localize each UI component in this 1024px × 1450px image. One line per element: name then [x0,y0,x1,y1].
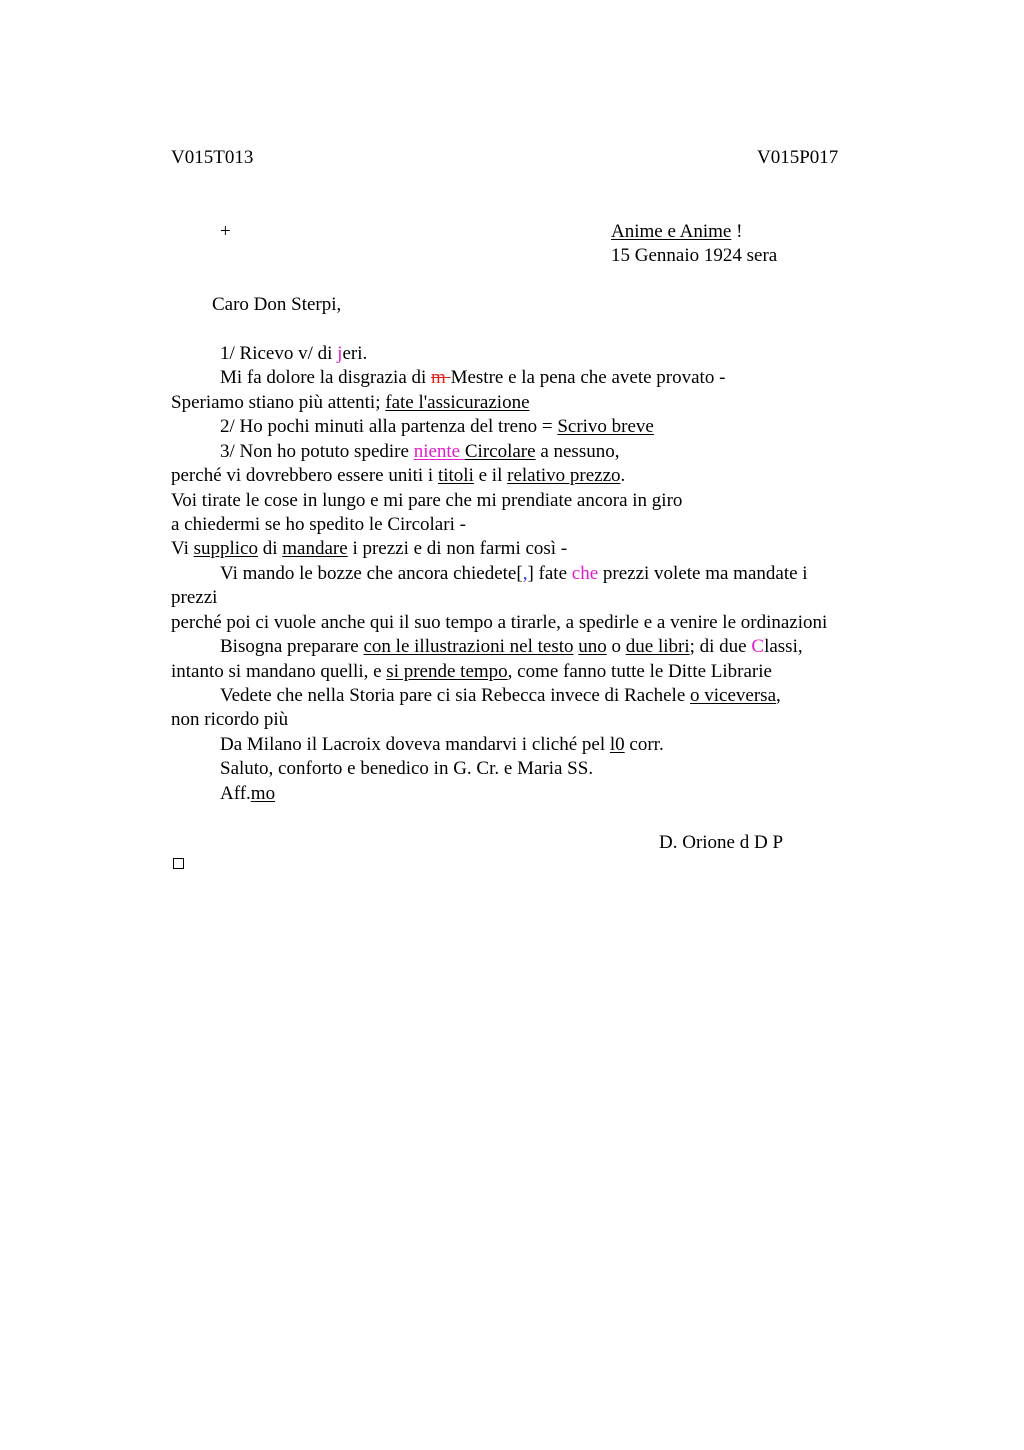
paragraph-line: prezzi [171,587,218,608]
underlined-text: uno [578,636,607,657]
text-run: Vi mando le bozze che ancora chiedete[ [220,563,523,584]
paragraph-line [220,562,808,586]
cross-mark: + [220,221,231,242]
text-run: Vi [171,538,194,559]
letter-date: 15 Gennaio 1924 sera [611,245,778,266]
paragraph-line [220,635,803,659]
text-run: ] fate [527,563,572,584]
paragraph-line [220,366,725,390]
correction-mark: C [751,636,765,657]
underlined-text: con le illustrazioni nel testo [363,636,574,657]
underlined-text: mandare [282,538,348,559]
correction-mark: che [571,563,599,584]
text-run: i prezzi e di non farmi così - [347,538,568,559]
text-run: o [606,636,626,657]
paragraph-line [171,660,772,684]
underlined-text: due libri [625,636,690,657]
text-run: e il [473,465,508,486]
end-box-icon [173,858,184,869]
text-run: . [620,465,626,486]
text-run: , come fanno tutte le Ditte Librarie [507,661,772,682]
paragraph-line: Saluto, conforto e benedico in G. Cr. e Maria SS. [220,758,594,779]
text-run: perché vi dovrebbero essere uniti i [171,465,438,486]
paragraph-line [220,342,367,366]
paragraph-line [220,415,654,439]
text-run: Aff. [220,783,251,804]
text-run: Mestre e la pena che avete provato - [450,367,726,388]
underlined-text: titoli [437,465,474,486]
correction-mark: , [522,563,528,584]
motto [611,220,742,244]
paragraph-line [171,537,567,561]
correction-mark: j [337,343,343,364]
signature: D. Orione d D P [659,832,784,853]
underlined-text: supplico [193,538,258,559]
text-run: intanto si mandano quelli, e [171,661,387,682]
text-run: lassi, [764,636,803,657]
paragraph-line [171,464,625,488]
text-run: ; di due [689,636,752,657]
paragraph-line [220,684,781,708]
paragraph-line [220,733,664,757]
underlined-text: l0 [609,734,625,755]
text-run: 1/ Ricevo v/ di [220,343,338,364]
text-run: corr. [624,734,664,755]
motto-text: Anime e Anime [611,221,732,242]
underlined-text: si prende tempo [386,661,508,682]
paragraph-line: Voi tirate le cose in lungo e mi pare che mi prendiate ancora in giro [171,490,683,511]
correction-mark: niente [413,441,465,462]
closing [220,782,275,806]
struck-text: m [431,367,451,388]
underlined-text: Circolare [464,441,536,462]
motto-tail: ! [731,221,743,242]
text-run: Vedete che nella Storia pare ci sia Rebecca invece di Rachele [220,685,691,706]
paragraph-line: perché poi ci vuole anche qui il suo tempo a tirarle, a spedirle e a venire le ordinazioni [171,612,828,633]
salutation: Caro Don Sterpi, [212,294,342,315]
underlined-text: fate l'assicurazione [385,392,530,413]
paragraph-line: a chiedermi se ho spedito le Circolari - [171,514,466,535]
text-run: Bisogna preparare [220,636,364,657]
text-run: a nessuno, [535,441,620,462]
paragraph-line [220,440,619,464]
text-run: Speriamo stiano più attenti; [171,392,386,413]
underlined-text: mo [250,783,276,804]
underlined-text: relativo prezzo [507,465,621,486]
text-run: prezzi volete ma mandate i [598,563,808,584]
text-run: di [258,538,283,559]
text-run: , [776,685,781,706]
text-run: 3/ Non ho potuto spedire [220,441,414,462]
text-run: Mi fa dolore la disgrazia di [220,367,432,388]
underlined-text: Scrivo breve [557,416,654,437]
document-code-left: V015T013 [171,147,254,168]
text-run: eri. [342,343,368,364]
document-code-right: V015P017 [757,147,839,168]
paragraph-line [171,391,530,415]
paragraph-line: non ricordo più [171,709,289,730]
text-run: Da Milano il Lacroix doveva mandarvi i cliché pel [220,734,610,755]
underlined-text: o viceversa [690,685,776,706]
text-run: 2/ Ho pochi minuti alla partenza del treno = [220,416,558,437]
